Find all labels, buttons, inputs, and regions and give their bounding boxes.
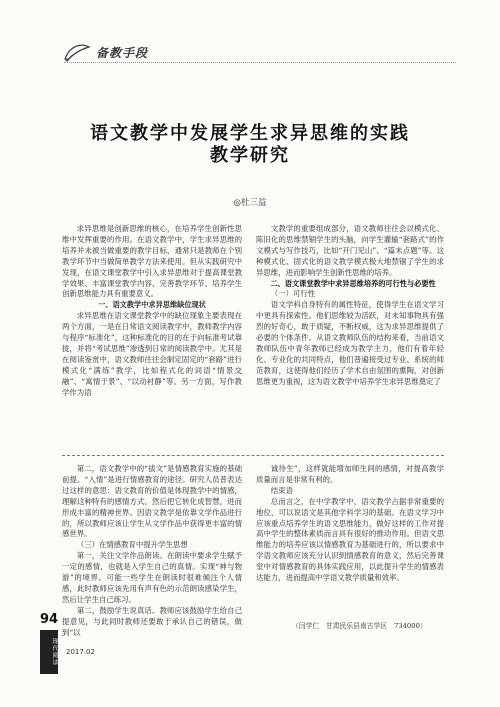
section-heading: 二、语文课堂教学中求异思维培养的可行性与必要性: [270, 278, 436, 288]
paragraph: 第一，关注文学作品朗读。在朗读中要求学生赋予一定的感情，也就是入学生自己的真情。实现“神与物游”的境界。可能一些学生在朗读时很难倾注个人情感，此时教师应该先用有声有色的示范朗读感染学生，然后让学生自己练习。: [62, 551, 242, 604]
paragraph: （一）可行性: [270, 289, 316, 299]
column-top-right: [256, 224, 444, 388]
section-heading: 一、语文教学中求异思维缺位现状: [98, 300, 206, 310]
paragraph: （三）在情感教育中提升学生思想: [76, 540, 188, 550]
paragraph: 语文学科自身特有的属性特征，使得学生在语文学习中更具有探索性。他们思维较为活跃，对未知事物具有强烈的好奇心，敢于质疑，不断权威，这为求异思维提供了必要的个体条件。从语文教师队伍的结构来看，当前语文教师队伍中青年教师已经成为教学主力，他们有着年轻化、专业化的共同特点，他们普遍接受过专业、系统的师范教育，这使得他们经历了学术自由氛围的熏陶，对创新思维更为重视，这为语文教学中培养学生求异思维奠定了: [256, 300, 444, 386]
column-top-left: [62, 224, 242, 399]
author-affiliation: （闫学仁 甘肃民乐县南古学区 734000）: [292, 622, 427, 630]
header: [62, 40, 148, 64]
leaf-swirl-icon: [62, 41, 92, 63]
paragraph: 诚待生”，这样就能增加师生间的感情，对提高教学质量而言是非常有利的。: [256, 464, 444, 484]
column-bottom-left: [62, 464, 242, 639]
page-number: 94: [40, 612, 59, 627]
issue-date: 2017.02: [66, 648, 95, 656]
author: ◎杜三益: [233, 198, 267, 208]
title-line-1: 语文教学中发展学生求异思维的实践: [90, 123, 410, 144]
header-text: 备教手段: [96, 45, 149, 60]
paragraph: 文教学的重要组成部分，语文教师往往会以模式化、陈旧化的思维禁锢学生的头脑，向学生灌输“套路式”的作文模式与写作技巧，比如“开门见山”、“篇末点题”等。这种模式化、固式化的语文教学模式极大地禁锢了学生的求异思维，进而影响学生创新性思维的培养。: [256, 224, 444, 277]
title-line-2: 教学研究: [210, 145, 290, 166]
paragraph: 第二，语文教学中的“拔文”是情感教育实施的基础前提。“入情”是进行情感教育的途径。研究人员普表达过这样的意思：语文教育的价值是体现教学中的情感，理解这种特有的感情方式，然后把它转化成智慧，进而形成丰富的精神世界。因语文教学是依靠文学作品进行的，所以教师应该让学生从文学作品中获得更丰富的情感世界。: [62, 464, 242, 539]
paragraph: 求异思维是创新思维的核心，在培养学生创新性思维中发挥重要的作用。在语文教学中，学生求异思维的培养并未被当做重要的教学目标，通常只是教师在个别教学环节中当做简单教学方法来使用。但从实践研究中发现，在语文课堂教学中引入求异思维对于提高课堂教学效果、丰富课堂教学内容、完善教学环节、培养学生创新思维能力具有重要意义。: [62, 224, 242, 299]
section-divider: [62, 455, 444, 456]
article-title: [60, 123, 440, 167]
paragraph: 求异思维在语文课堂教学中的缺位现象主要表现在两个方面，一是在日常语文阅读教学中，教师教学内容与程序“标准化”，这种标准化的目的在于向标准考试靠拢，并将“考试思维”渗透到日常的阅读教学中。尤其是在阅读鉴赏中，语文教师往往会制定固定的“套路”进行模式化“满练”教学，比如程式化的词语“情景交融”、“寓情于景”、“以动衬静”等。另一方面，写作教学作为语: [62, 311, 242, 397]
paragraph: 第二，鼓励学生说真话。教师应该鼓励学生给自己提意见，与此同时教师还要敢于承认自己的错误，做到“以: [62, 605, 242, 637]
paragraph: 总而言之，在中学教学中，语文教学占据非常重要的地位，可以说语文是其他学科学习的基础。在语文学习中应该重点培养学生的语文思维能力，做好这样的工作对提高中学生的整体素质而言具有很好的推动作用。但语文思维能力的培养应该以情感教育为基础进行的，所以要求中学语文教师应该充分认识到情感教育的意义，然后完善课堂中对情感教育的具体实践应用，以此提升学生的情感表达能力，进而提高中学语文教学质量和效率。: [256, 496, 444, 583]
paragraph: 结束语: [270, 485, 293, 495]
header-divider: [64, 62, 456, 63]
column-bottom-right: [256, 464, 444, 584]
journal-side-tab: 现代阅读: [40, 630, 58, 674]
